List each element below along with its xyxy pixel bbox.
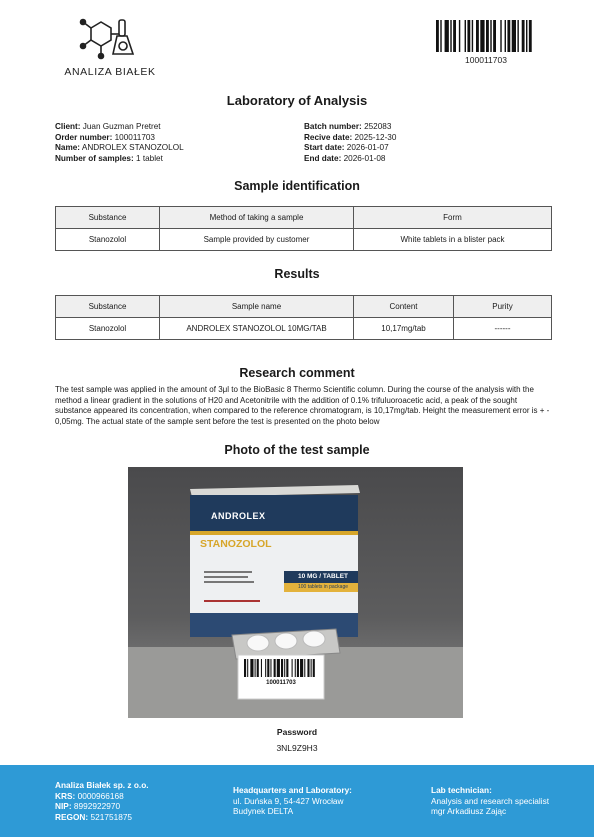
- sample-photo: [128, 467, 463, 718]
- table-row: [56, 318, 552, 340]
- table-cell: Stanozolol: [56, 229, 160, 251]
- table-row: [56, 229, 552, 251]
- headquarters-info: [233, 785, 423, 817]
- end-date-label: End date:: [304, 153, 342, 163]
- company-name: Analiza Białek sp. z o.o.: [55, 780, 149, 790]
- barcode-number: 100011703: [465, 55, 507, 65]
- order-details: [55, 122, 295, 164]
- name-value: ANDROLEX STANOZOLOL: [81, 143, 184, 152]
- samples-row: [55, 154, 295, 165]
- column-header: Form: [354, 207, 552, 229]
- samples-value: 1 tablet: [136, 153, 163, 163]
- column-header: Substance: [56, 207, 160, 229]
- logo-text: ANALIZA BIAŁEK: [64, 66, 156, 78]
- start-date-row: [304, 143, 544, 154]
- client-label: Client:: [55, 122, 81, 131]
- end-date-row: [304, 154, 544, 165]
- technician-name: mgr Arkadiusz Zając: [431, 806, 507, 816]
- nip-value: 8992922970: [73, 801, 121, 811]
- receive-date-row: [304, 133, 544, 144]
- results-table: [55, 295, 552, 340]
- research-comment-title: Research comment: [239, 366, 355, 380]
- page-title: Laboratory of Analysis: [226, 93, 368, 108]
- technician-role: Analysis and research specialist: [431, 795, 550, 806]
- batch-value: 252083: [364, 122, 392, 131]
- order-number-label: Order number:: [55, 132, 113, 142]
- sample-identification-title: Sample identification: [234, 179, 360, 193]
- sample-identification-table: [55, 206, 552, 251]
- table-cell: 10,17mg/tab: [354, 318, 454, 340]
- column-header: Sample name: [160, 296, 354, 318]
- receive-date-label: Recive date:: [304, 132, 353, 142]
- krs-label: KRS:: [55, 790, 76, 801]
- start-date-value: 2026-01-07: [346, 143, 389, 152]
- table-cell: Sample provided by customer: [160, 229, 354, 251]
- results-title: Results: [274, 267, 320, 281]
- box-brand: ANDROLEX: [211, 511, 266, 521]
- box-product: STANOZOLOL: [200, 538, 272, 550]
- column-header: Purity: [454, 296, 552, 318]
- headquarters-address: ul. Duńska 9, 54-427 Wrocław: [233, 795, 344, 806]
- start-date-label: Start date:: [304, 143, 345, 152]
- regon-label: REGON:: [55, 811, 89, 822]
- headquarters-title: Headquarters and Laboratory:: [233, 785, 352, 795]
- column-header: Content: [354, 296, 454, 318]
- column-header: Method of taking a sample: [160, 207, 354, 229]
- photo-label-number: 100011703: [266, 680, 296, 686]
- molecule-flask-icon: [77, 14, 141, 64]
- column-header: Substance: [56, 296, 160, 318]
- password-value: 3NL9Z9H3: [276, 743, 318, 753]
- order-number-row: [55, 133, 295, 144]
- company-logo: [55, 14, 165, 80]
- headquarters-building: Budynek DELTA: [233, 806, 294, 816]
- samples-label: Number of samples:: [55, 153, 134, 163]
- password-label: Password: [276, 727, 318, 737]
- footer: [0, 765, 594, 837]
- company-info: [55, 780, 225, 822]
- batch-row: [304, 122, 544, 133]
- photo-title: Photo of the test sample: [224, 443, 370, 457]
- krs-value: 0000966168: [77, 790, 124, 801]
- receive-date-value: 2025-12-30: [354, 132, 397, 142]
- technician-title: Lab technician:: [431, 785, 492, 795]
- table-cell: White tablets in a blister pack: [354, 229, 552, 251]
- table-cell: ANDROLEX STANOZOLOL 10MG/TAB: [160, 318, 354, 340]
- order-barcode: [436, 20, 536, 66]
- batch-label: Batch number:: [304, 122, 362, 131]
- nip-label: NIP:: [55, 801, 72, 811]
- client-value: Juan Guzman Pretret: [82, 122, 161, 131]
- name-label: Name:: [55, 143, 81, 152]
- batch-details: [304, 122, 544, 164]
- end-date-value: 2026-01-08: [343, 153, 386, 163]
- box-count: 100 tablets in package: [297, 584, 349, 590]
- research-comment-text: The test sample was applied in the amount of 3μl to the BioBasic 8 Thermo Scientific column. During the course of the analysis with the method a linear gradient in the solutions of H20 and Acetonitrile with the addition of 0.1% trifuluoroacetic acid, a peak of the sought substance appeared its concentration, when compared to the reference chromatogram, is 10,17mg/tab. Height the measurement error is + - 0,05mg. The actual state of the sample sent before the test is presented on the photo below: [55, 385, 550, 426]
- box-dose: 10 MG / TABLET: [297, 573, 349, 580]
- table-header-row: [56, 296, 552, 318]
- order-number-value: 100011703: [114, 132, 155, 142]
- name-row: [55, 143, 295, 154]
- regon-value: 521751875: [90, 811, 133, 822]
- table-cell: ------: [454, 318, 552, 340]
- barcode-icon: [436, 20, 536, 52]
- table-header-row: [56, 207, 552, 229]
- client-row: [55, 122, 295, 133]
- table-cell: Stanozolol: [56, 318, 160, 340]
- technician-info: [431, 785, 591, 817]
